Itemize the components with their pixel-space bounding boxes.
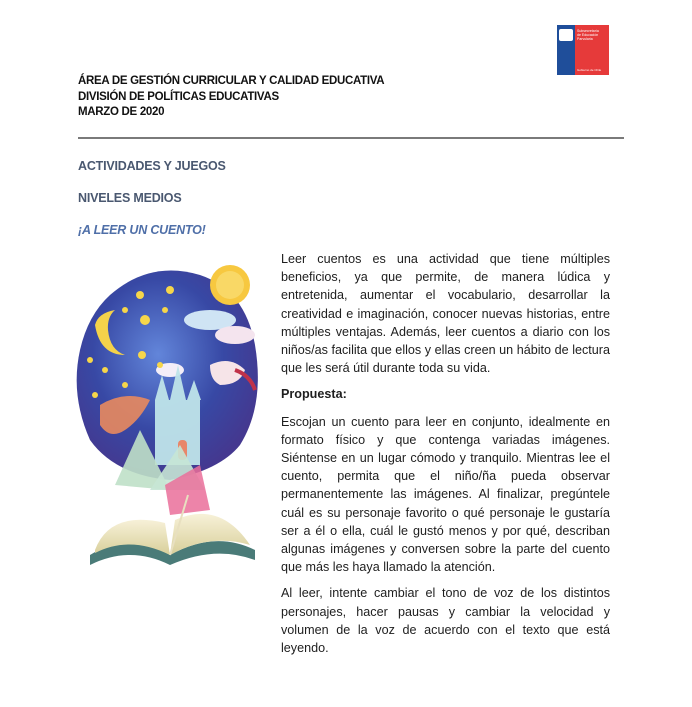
logo-subtitle: Gobierno de Chile — [577, 68, 602, 72]
header-date: MARZO DE 2020 — [78, 106, 165, 118]
proposal-paragraph: Escojan un cuento para leer en conjunto, idealmente en formato físico y que contenga variadas imágenes. Siéntense en un lugar cómodo y tranquilo. Mientras lee el cuento, permita que el niño/ña pueda observar permanentemente las imágenes. Al finalizar, pregúntele cuál es su personaje favorito o qué personaje le gustaría ser a él o ella, cuál le gustó menos y por qué, describan algunas imágenes y conversen sobre la parte del cuento que más les haya llamado la atención. — [281, 414, 610, 575]
section-level: NIVELES MEDIOS — [78, 191, 182, 205]
intro-paragraph: Leer cuentos es una actividad que tiene múltiples beneficios, ya que permite, de manera lúdica y entretenida, aumentar el vocabulario, desarrollar la creatividad e imaginación, conocer nuevas historias, entre múltiples ventajas. Además, leer cuentos a diario con los niños/as facilita que ellos y ellas creen un hábito de lectura que les será útil durante toda su vida. — [281, 252, 610, 376]
body-text — [281, 250, 610, 665]
section-activities: ACTIVIDADES Y JUEGOS — [78, 159, 226, 173]
government-logo — [557, 25, 609, 75]
storybook-illustration — [70, 255, 270, 585]
proposal-label: Propuesta: — [281, 387, 347, 402]
logo-line-2: de Educación — [577, 33, 599, 37]
header-area: ÁREA DE GESTIÓN CURRICULAR Y CALIDAD EDUCATIVA — [78, 75, 385, 87]
logo-line-3: Parvularia — [577, 37, 593, 41]
activity-title: ¡A LEER UN CUENTO! — [78, 223, 206, 237]
logo-blue-panel — [557, 25, 575, 75]
logo-red-panel — [575, 25, 609, 75]
header-division: DIVISIÓN DE POLÍTICAS EDUCATIVAS — [78, 90, 279, 103]
coat-of-arms-icon — [559, 29, 573, 41]
logo-line-1: Subsecretaría — [577, 29, 599, 33]
tip-paragraph: Al leer, intente cambiar el tono de voz de los distintos personajes, hacer pausas y cambiar la velocidad y volumen de la voz de acuerdo con el texto que está leyendo. — [281, 586, 610, 656]
header-divider — [78, 137, 624, 139]
document-header — [78, 74, 384, 121]
